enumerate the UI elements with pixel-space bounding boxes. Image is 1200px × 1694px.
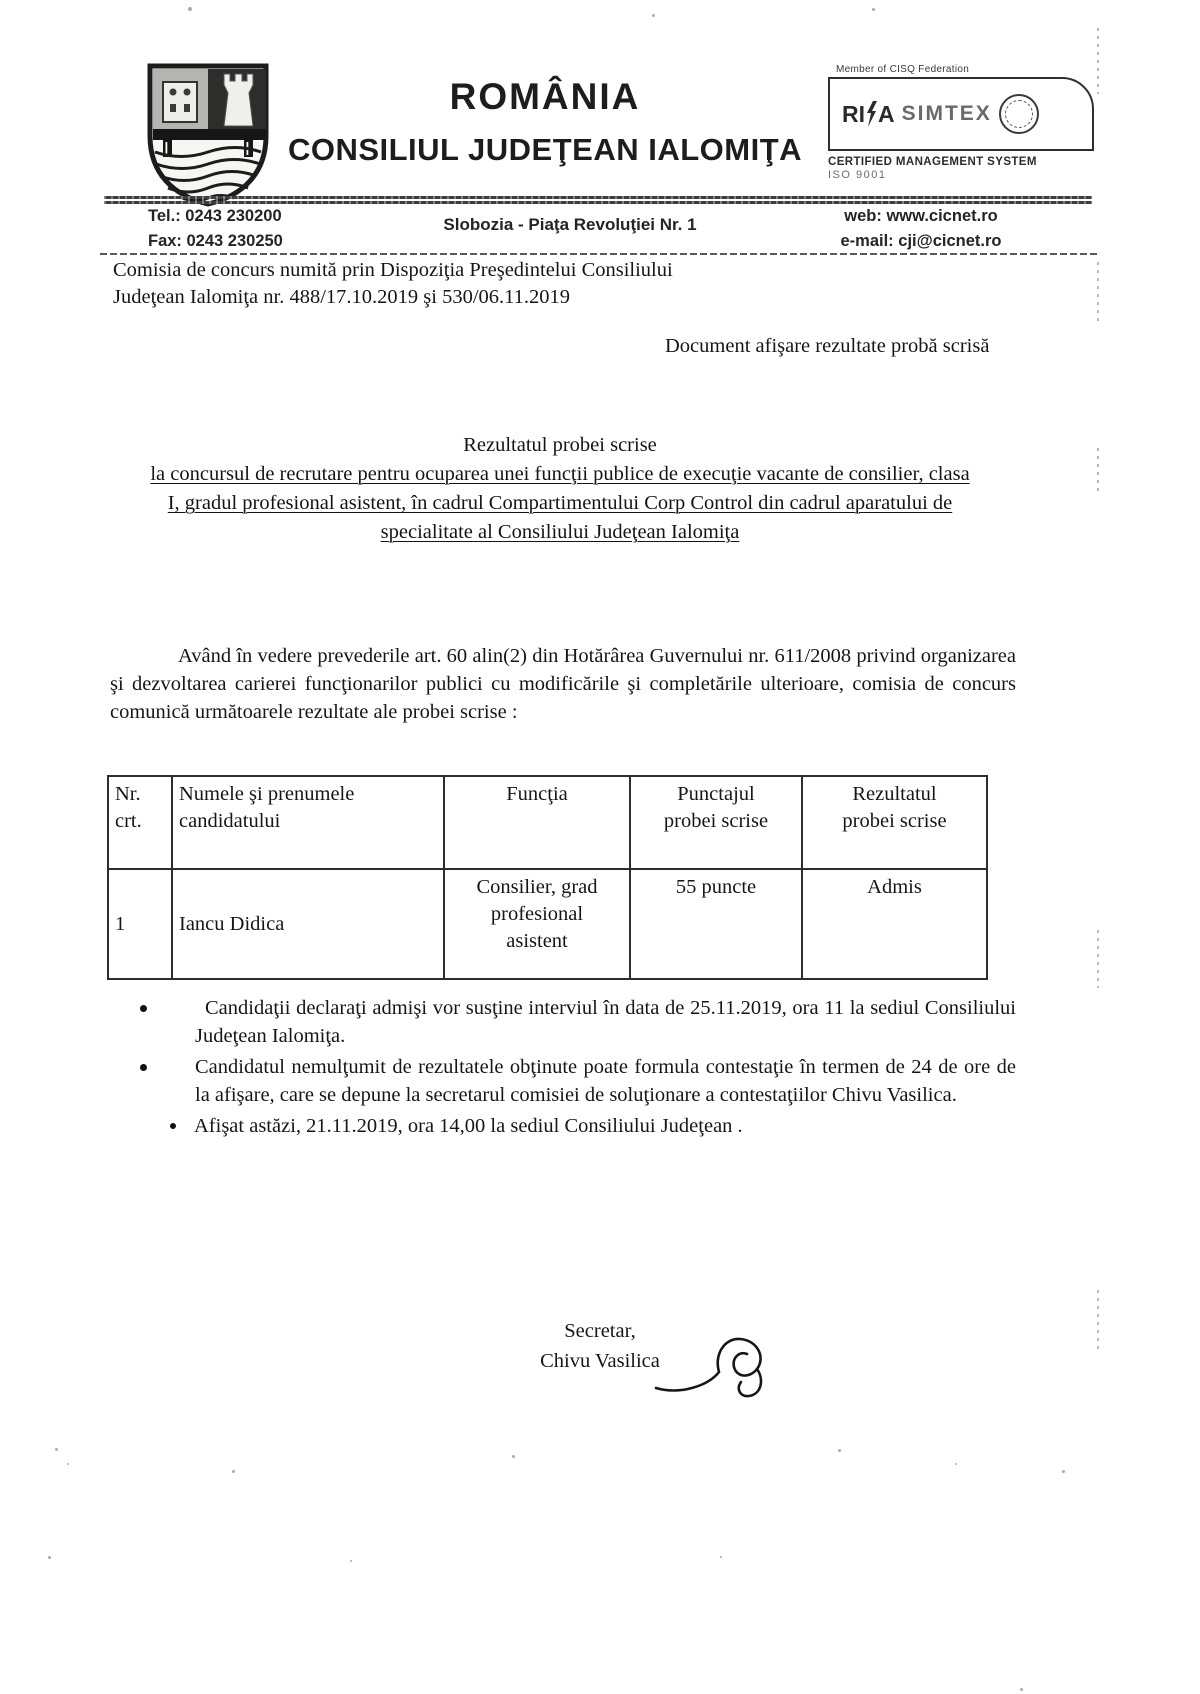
contact-phone-block: [148, 204, 283, 254]
results-table: [107, 775, 988, 980]
email-line: e-mail: cji@cicnet.ro: [840, 232, 1002, 250]
cell-result: Admis: [802, 869, 987, 979]
scan-speck: [350, 1560, 352, 1562]
scan-speck: [1020, 1688, 1023, 1691]
cell-function: Consilier, grad profesional asistent: [444, 869, 630, 979]
scan-speck: [188, 7, 192, 11]
cert-iso-text: ISO 9001: [828, 169, 887, 181]
scan-speck: [872, 8, 875, 11]
fax-line: Fax: 0243 230250: [148, 232, 283, 250]
signature-scribble: [652, 1330, 770, 1404]
contact-web-block: [796, 204, 1046, 254]
notes-list: [110, 994, 1016, 1143]
title-line3: I, gradul profesional asistent, în cadrul Compartimentului Corp Control din cadrul aparatului de: [167, 492, 953, 514]
cell-score: 55 puncte: [630, 869, 802, 979]
col-header-result: Rezultatul probei scrise: [802, 776, 987, 869]
commission-note: [113, 257, 793, 311]
col-header-nr: Nr. crt.: [108, 776, 172, 869]
lightning-icon: [866, 101, 877, 127]
commission-note-line1: Comisia de concurs numită prin Dispoziţia Preşedintelui Consiliului: [113, 259, 673, 281]
tel-line: Tel.: 0243 230200: [148, 207, 282, 225]
scan-speck: [1062, 1470, 1065, 1473]
scan-speck: [838, 1449, 841, 1452]
title-line1: Rezultatul probei scrise: [463, 434, 657, 456]
document-title: [100, 431, 1020, 547]
list-item: Candidatul nemulţumit de rezultatele obţinute poate formula contestaţie în termen de 24 de ore de la afişare, care se depune la secretarul comisiei de soluţionare a contestaţiilor Chivu Vasilica.: [110, 1053, 1016, 1109]
scan-artifact: [1097, 28, 1099, 94]
table-row: [108, 869, 987, 979]
scan-speck: [652, 14, 655, 17]
cell-nr: 1: [108, 869, 172, 979]
rina-wordmark: RI A: [842, 100, 895, 127]
title-line4: specialitate al Consiliului Judeţean Ialomiţa: [380, 521, 740, 543]
list-item: Afişat astăzi, 21.11.2019, ora 14,00 la sediul Consiliului Judeţean .: [110, 1112, 1016, 1140]
signature-name: Chivu Vasilica: [540, 1350, 660, 1372]
cell-candidate-name: Iancu Didica: [172, 869, 444, 979]
signature-role: Secretar,: [564, 1320, 636, 1342]
scan-artifact: [1097, 448, 1099, 494]
header-divider: [104, 196, 1092, 204]
col-header-function: Funcţia: [444, 776, 630, 869]
address-line: Slobozia - Piaţa Revoluţiei Nr. 1: [443, 215, 697, 234]
certification-block: [828, 64, 1094, 181]
intro-paragraph: Având în vedere prevederile art. 60 alin(2) din Hotărârea Guvernului nr. 611/2008 privind organizarea şi dezvoltarea carierei funcţionarilor publici cu modificările şi completările ulterioare, comisia de concurs comunică următoarele rezultate ale probei scrise :: [110, 645, 1016, 723]
dashed-divider: [100, 253, 1098, 255]
cert-member-text: Member of CISQ Federation: [836, 64, 970, 75]
list-item: Candidaţii declaraţi admişi vor susţine interviul în data de 25.11.2019, ora 11 la sediul Consiliului Judeţean Ialomiţa.: [110, 994, 1016, 1050]
scan-speck: [55, 1448, 58, 1451]
scan-speck: [512, 1455, 515, 1458]
title-line2: la concursul de recrutare pentru ocuparea unei funcţii publice de execuţie vacante de consilier, clasa: [150, 463, 970, 485]
col-header-score: Punctajul probei scrise: [630, 776, 802, 869]
scan-artifact: [1097, 262, 1099, 326]
scan-speck: [955, 1463, 957, 1465]
institution-title: CONSILIUL JUDEŢEAN IALOMIŢA: [287, 132, 803, 167]
cert-system-text: CERTIFIED MANAGEMENT SYSTEM: [828, 156, 1037, 168]
commission-note-line2: Judeţean Ialomiţa nr. 488/17.10.2019 şi 530/06.11.2019: [113, 286, 571, 308]
country-title: ROMÂNIA: [449, 76, 641, 117]
scan-speck: [48, 1556, 51, 1559]
rina-seal-icon: [999, 94, 1039, 134]
scan-speck: [232, 1470, 235, 1473]
scan-speck: [67, 1463, 69, 1465]
simtex-wordmark: SIMTEX: [901, 102, 992, 125]
scan-artifact: [1097, 1290, 1099, 1352]
col-header-name: Numele şi prenumele candidatului: [172, 776, 444, 869]
web-line: web: www.cicnet.ro: [844, 207, 998, 225]
scan-speck: [720, 1556, 722, 1558]
table-header-row: [108, 776, 987, 869]
rina-simtex-logo: [828, 77, 1094, 151]
document-type-label: Document afişare rezultate probă scrisă: [665, 335, 990, 357]
scan-artifact: [1097, 930, 1099, 988]
